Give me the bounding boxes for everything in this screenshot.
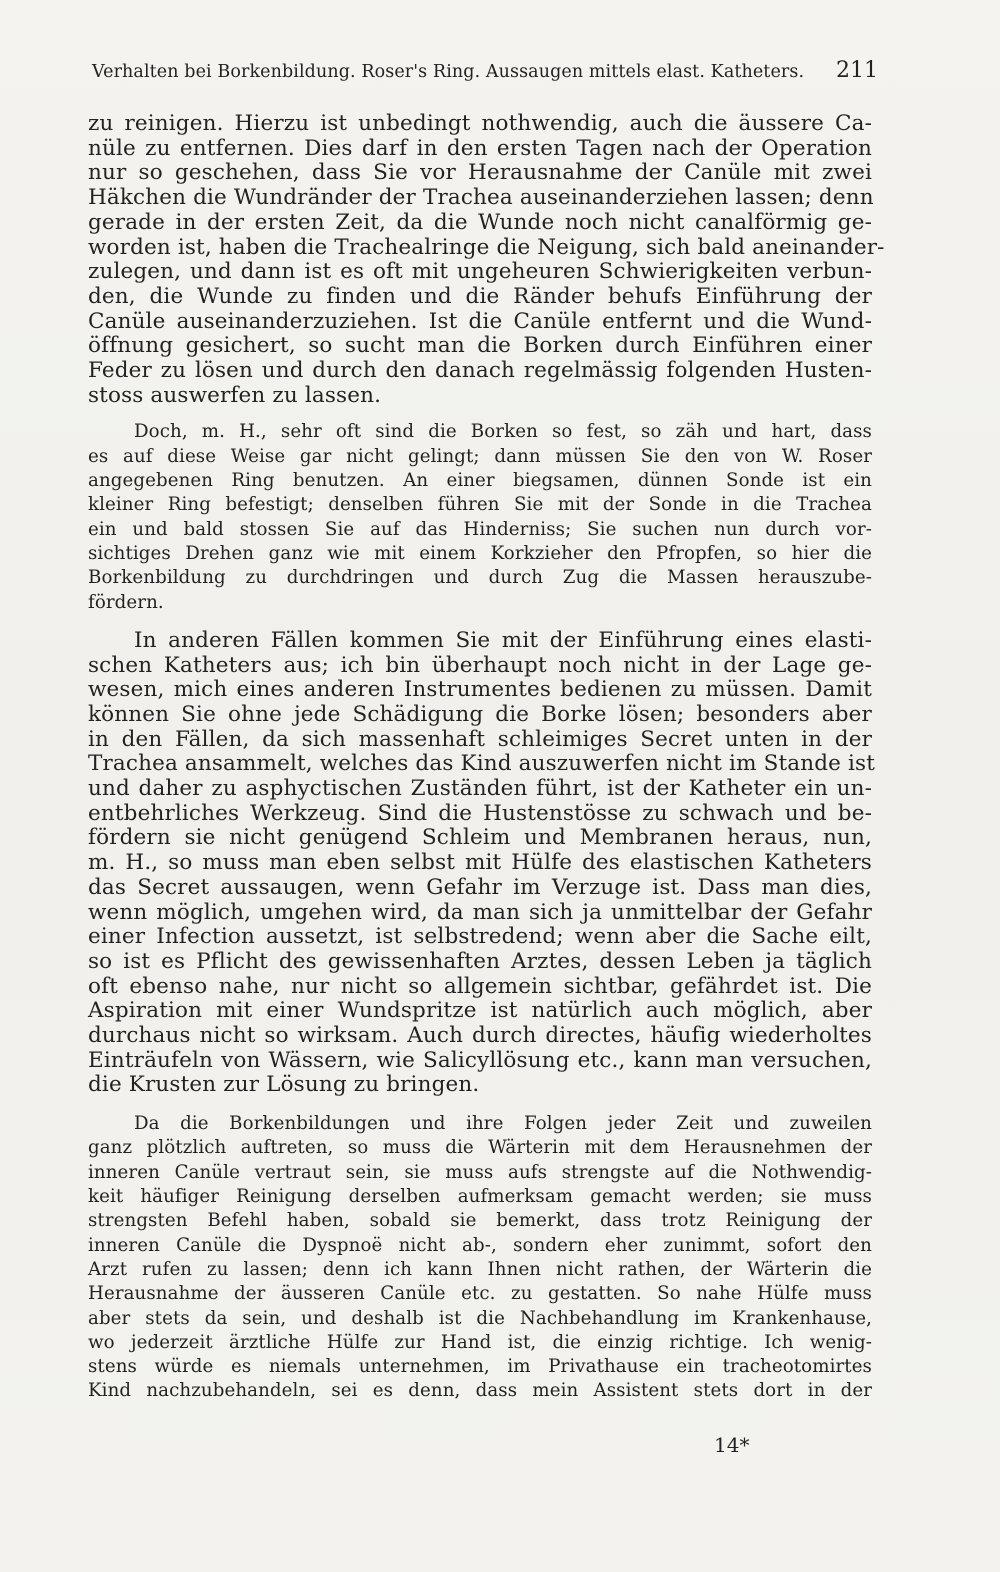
text-line: Canüle auseinanderzuziehen. Ist die Canüle entfernt und die Wund- bbox=[88, 308, 872, 334]
text-line: stoss auswerfen zu lassen. bbox=[88, 382, 382, 408]
paragraph-1 bbox=[88, 111, 885, 408]
text-line: nur so geschehen, dass Sie vor Herausnahme der Canüle mit zwei bbox=[88, 160, 872, 186]
running-header bbox=[92, 56, 878, 92]
text-line: so ist es Pflicht des gewissenhaften Arztes, dessen Leben ja täglich bbox=[88, 948, 872, 974]
text-line: In anderen Fällen kommen Sie mit der Einführung eines elasti- bbox=[134, 627, 872, 653]
paragraph-4 bbox=[88, 1112, 872, 1404]
text-line: und daher zu asphyctischen Zuständen führt, ist der Katheter ein un- bbox=[88, 776, 872, 802]
text-line: Feder zu lösen und durch den danach regelmässig folgenden Husten- bbox=[88, 358, 872, 384]
text-line: Arzt rufen zu lassen; denn ich kann Ihnen nicht rathen, der Wärterin die bbox=[88, 1258, 872, 1280]
text-line: Doch, m. H., sehr oft sind die Borken so fest, so zäh und hart, dass bbox=[134, 421, 872, 443]
text-line: schen Katheters aus; ich bin überhaupt noch nicht in der Lage ge- bbox=[88, 652, 872, 678]
text-line: wesen, mich eines anderen Instrumentes bedienen zu müssen. Damit bbox=[88, 677, 872, 703]
text-line: ganz plötzlich auftreten, so muss die Wärterin mit dem Herausnehmen der bbox=[88, 1137, 872, 1159]
text-line: in den Fällen, da sich massenhaft schleimiges Secret unten in der bbox=[88, 726, 872, 752]
text-line: es auf diese Weise gar nicht gelingt; dann müssen Sie den von W. Roser bbox=[88, 445, 872, 467]
text-line: Da die Borkenbildungen und ihre Folgen jeder Zeit und zuweilen bbox=[134, 1113, 872, 1135]
text-line: stens würde es niemals unternehmen, im Privathause ein tracheotomirtes bbox=[88, 1356, 872, 1378]
text-line: die Krusten zur Lösung zu bringen. bbox=[88, 1072, 480, 1098]
text-line: Herausnahme der äusseren Canüle etc. zu gestatten. So nahe Hülfe muss bbox=[88, 1283, 872, 1305]
paragraph-3 bbox=[88, 627, 875, 1098]
text-line: ein und bald stossen Sie auf das Hinderniss; Sie suchen nun durch vor- bbox=[88, 518, 872, 540]
text-line: öffnung gesichert, so sucht man die Borken durch Einführen einer bbox=[88, 333, 872, 359]
text-line: sichtiges Drehen ganz wie mit einem Korkzieher den Pfropfen, so hier die bbox=[88, 542, 872, 564]
text-line: Einträufeln von Wässern, wie Salicyllösung etc., kann man versuchen, bbox=[88, 1047, 872, 1073]
text-line: gerade in der ersten Zeit, da die Wunde noch nicht canalförmig ge- bbox=[88, 209, 872, 235]
text-line: fördern. bbox=[88, 591, 164, 613]
text-line: können Sie ohne jede Schädigung die Borke lösen; besonders aber bbox=[88, 701, 872, 727]
text-line: inneren Canüle die Dyspnoë nicht ab-, sondern eher zunimmt, sofort den bbox=[88, 1234, 872, 1256]
text-line: wo jederzeit ärztliche Hülfe zur Hand ist, die einzig richtige. Ich wenig- bbox=[88, 1331, 872, 1353]
text-line: Trachea ansammelt, welches das Kind auszuwerfen nicht im Stande ist bbox=[88, 751, 875, 777]
text-line: nüle zu entfernen. Dies darf in den ersten Tagen nach der Operation bbox=[88, 135, 872, 161]
text-line: zulegen, und dann ist es oft mit ungeheuren Schwierigkeiten verbun- bbox=[88, 259, 872, 285]
text-line: m. H., so muss man eben selbst mit Hülfe des elastischen Katheters bbox=[88, 850, 872, 876]
body-text bbox=[88, 111, 885, 1404]
text-line: kleiner Ring befestigt; denselben führen Sie mit der Sonde in die Trachea bbox=[88, 494, 872, 516]
text-line: Borkenbildung zu durchdringen und durch Zug die Massen herauszube- bbox=[88, 567, 872, 589]
text-line: den, die Wunde zu finden und die Ränder behufs Einführung der bbox=[88, 283, 872, 309]
text-line: zu reinigen. Hierzu ist unbedingt nothwendig, auch die äussere Ca- bbox=[88, 111, 872, 136]
running-title: Verhalten bei Borkenbildung. Roser's Ring. Aussaugen mittels elast. Katheters. bbox=[92, 62, 805, 82]
text-line: Häkchen die Wundränder der Trachea auseinanderziehen lassen; denn bbox=[88, 185, 874, 211]
text-line: strengsten Befehl haben, sobald sie bemerkt, dass trotz Reinigung der bbox=[88, 1210, 872, 1232]
text-line: keit häufiger Reinigung derselben aufmerksam gemacht werden; sie muss bbox=[88, 1186, 872, 1208]
text-line: worden ist, haben die Trachealringe die Neigung, sich bald aneinander- bbox=[88, 234, 885, 260]
signature-mark: 14* bbox=[714, 1433, 750, 1457]
text-line: das Secret aussaugen, wenn Gefahr im Verzuge ist. Dass man dies, bbox=[88, 874, 872, 900]
text-line: einer Infection aussetzt, ist selbstredend; wenn aber die Sache eilt, bbox=[88, 924, 872, 950]
text-line: angegebenen Ring benutzen. An einer biegsamen, dünnen Sonde ist ein bbox=[88, 470, 872, 492]
text-line: inneren Canüle vertraut sein, sie muss aufs strengste auf die Nothwendig- bbox=[88, 1161, 872, 1183]
text-line: Aspiration mit einer Wundspritze ist natürlich auch möglich, aber bbox=[88, 998, 872, 1024]
text-line: aber stets da sein, und deshalb ist die Nachbehandlung im Krankenhause, bbox=[88, 1307, 872, 1329]
text-line: entbehrliches Werkzeug. Sind die Hustenstösse zu schwach und be- bbox=[88, 800, 872, 826]
text-line: Kind nachzubehandeln, sei es denn, dass mein Assistent stets dort in der bbox=[88, 1380, 872, 1402]
text-line: wenn möglich, umgehen wird, da man sich ja unmittelbar der Gefahr bbox=[88, 899, 872, 925]
page-number: 211 bbox=[836, 58, 878, 83]
text-line: fördern sie nicht genügend Schleim und Membranen heraus, nun, bbox=[88, 825, 872, 851]
paragraph-2 bbox=[88, 420, 872, 614]
text-line: oft ebenso nahe, nur nicht so allgemein sichtbar, gefährdet ist. Die bbox=[88, 973, 872, 999]
text-line: durchaus nicht so wirksam. Auch durch directes, häufig wiederholtes bbox=[88, 1023, 872, 1049]
